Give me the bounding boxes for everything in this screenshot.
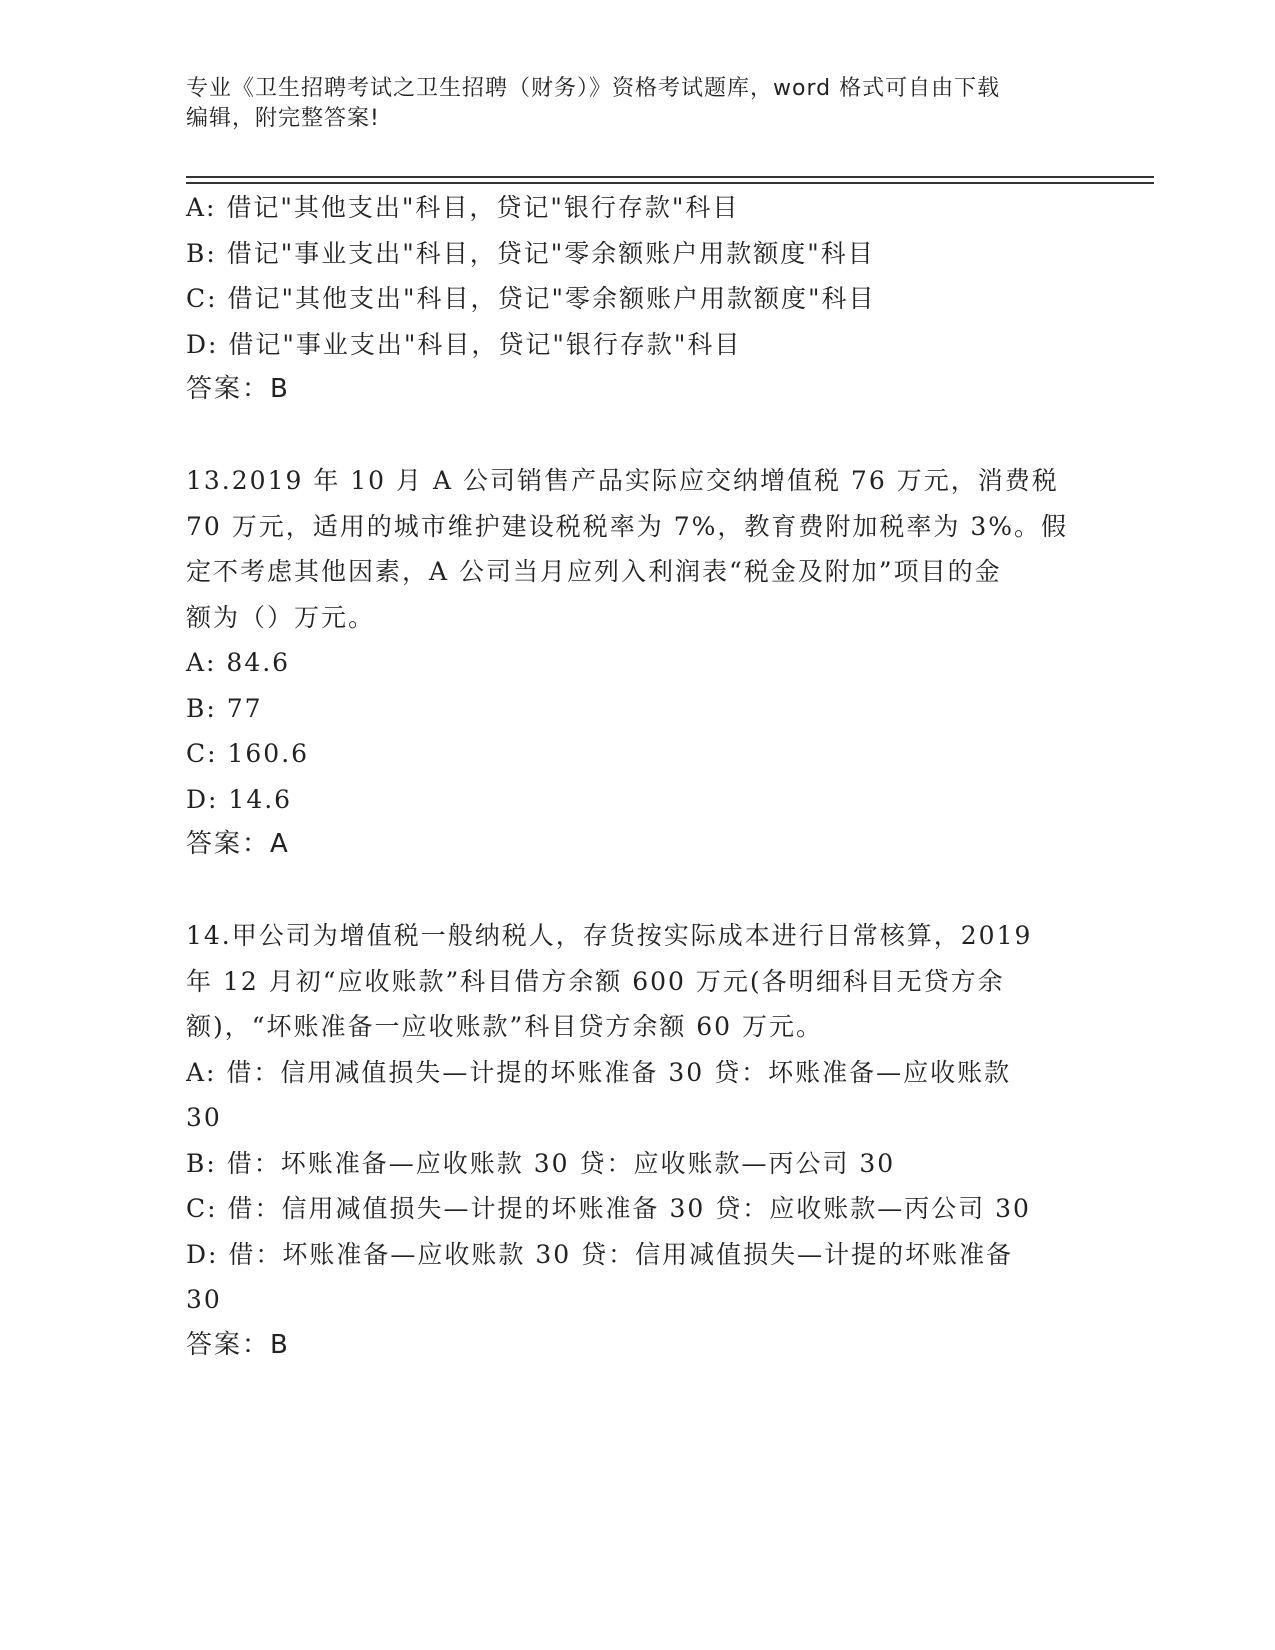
option-a: A: 借记"其他支出"科目，贷记"银行存款"科目 bbox=[186, 193, 740, 222]
option-d: D: 借：坏账准备—应收账款 30 贷：信用减值损失—计提的坏账准备 bbox=[186, 1239, 1014, 1269]
answer-label: 答案：A bbox=[186, 829, 290, 859]
header-line-2: 编辑，附完整答案! bbox=[186, 106, 380, 131]
question-12 bbox=[186, 185, 1086, 413]
question-stem-line: 额为（）万元。 bbox=[186, 602, 376, 632]
document-header bbox=[186, 74, 1086, 134]
option-a: A: 借：信用减值损失—计提的坏账准备 30 贷：坏账准备—应收账款 bbox=[186, 1057, 1012, 1087]
question-stem-line: 14.甲公司为增值税一般纳税人，存货按实际成本进行日常核算，2019 bbox=[186, 921, 1033, 950]
question-13 bbox=[186, 458, 1086, 868]
answer-label: 答案：B bbox=[186, 1329, 290, 1360]
option-c: C: 借：信用减值损失—计提的坏账准备 30 贷：应收账款—丙公司 30 bbox=[186, 1194, 1031, 1223]
question-stem-line: 70 万元，适用的城市维护建设税税率为 7%，教育费附加税率为 3%。假 bbox=[186, 511, 1068, 541]
option-b: B: 借记"事业支出"科目，贷记"零余额账户用款额度"科目 bbox=[186, 238, 875, 268]
answer-label: 答案：B bbox=[186, 374, 290, 404]
option-d: D: 借记"事业支出"科目，贷记"银行存款"科目 bbox=[186, 329, 742, 359]
question-stem-line: 定不考虑其他因素，A 公司当月应列入利润表“税金及附加”项目的金 bbox=[186, 557, 1002, 586]
option-a: A: 84.6 bbox=[186, 648, 291, 677]
question-stem-line: 13.2019 年 10 月 A 公司销售产品实际应交纳增值税 76 万元，消费税 bbox=[186, 466, 1059, 495]
option-d-continued: 30 bbox=[186, 1285, 222, 1314]
option-b: B: 77 bbox=[186, 693, 263, 723]
question-14 bbox=[186, 913, 1086, 1368]
option-c: C: 160.6 bbox=[186, 739, 310, 768]
option-a-continued: 30 bbox=[186, 1103, 222, 1132]
question-stem-line: 额)，“坏账准备一应收账款”科目贷方余额 60 万元。 bbox=[186, 1012, 824, 1041]
option-b: B: 借：坏账准备—应收账款 30 贷：应收账款—丙公司 30 bbox=[186, 1148, 896, 1178]
option-c: C: 借记"其他支出"科目，贷记"零余额账户用款额度"科目 bbox=[186, 284, 876, 313]
header-line-1: 专业《卫生招聘考试之卫生招聘（财务）》资格考试题库，word 格式可自由下载 bbox=[186, 76, 1001, 101]
question-stem-line: 年 12 月初“应收账款”科目借方余额 600 万元(各明细科目无贷方余 bbox=[186, 966, 1005, 996]
header-divider-bottom bbox=[186, 182, 1154, 184]
header-divider-top bbox=[186, 176, 1154, 178]
option-d: D: 14.6 bbox=[186, 784, 293, 814]
